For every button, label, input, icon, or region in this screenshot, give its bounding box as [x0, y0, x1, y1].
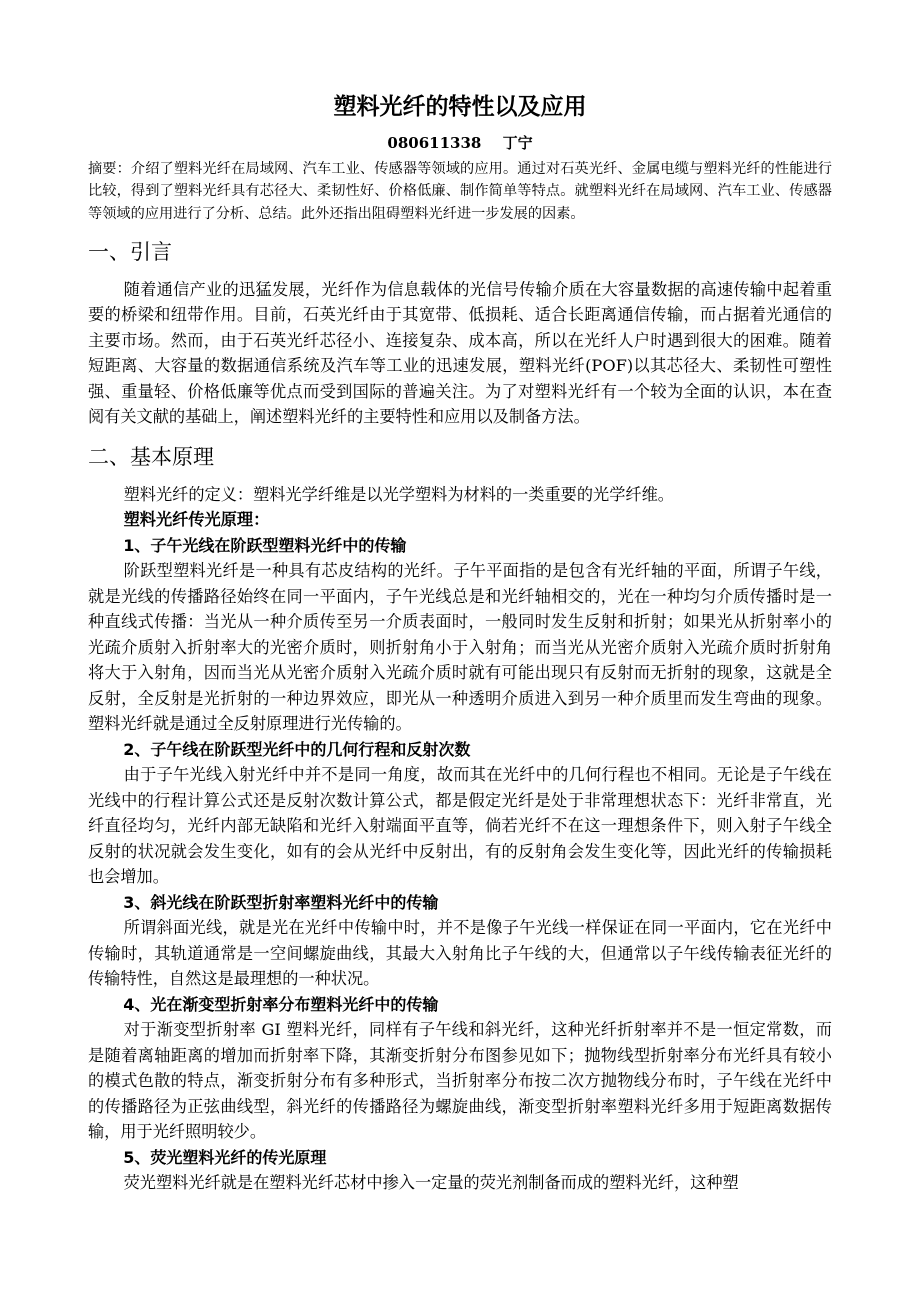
- section-heading-principles: 二、基本原理: [88, 444, 214, 469]
- subsection-heading-4: 4、光在渐变型折射率分布塑料光纤中的传输: [123, 994, 439, 1014]
- document-title: 塑料光纤的特性以及应用: [333, 94, 587, 120]
- principles-subtitle: 塑料光纤传光原理：: [123, 510, 270, 530]
- subsection-heading-5: 5、荧光塑料光纤的传光原理: [123, 1147, 327, 1167]
- subsection-text-3: 所谓斜面光线，就是光在光纤中传输中时，并不是像子午光线一样保证在同一平面内，它在光纤中传输时，其轨道通常是一空间螺旋曲线，其最大入射角比子午线的大，但通常以子午线传输表征光纤的传输特性，自然这是最理想的一种状况。: [88, 918, 832, 989]
- subsection-heading-2: 2、子午线在阶跃型光纤中的几何行程和反射次数: [123, 739, 471, 759]
- student-id: 080611338: [387, 134, 482, 152]
- subsection-text-1: 阶跃型塑料光纤是一种具有芯皮结构的光纤。子午平面指的是包含有光纤轴的平面，所谓子午线，就是光线的传播路径始终在同一平面内，子午光线总是和光纤轴相交的，光在一种均匀介质传播时是一种直线式传播：当光从一种介质传至另一介质表面时，一般同时发生反射和折射；如果光从折射率小的光疏介质射入折射率大的光密介质时，则折射角小于入射角；而当光从光密介质射入光疏介质时折射角将大于入射角，因而当光从光密介质射入光疏介质时就有可能出现只有反射而无折射的现象，这就是全反射，全反射是光折射的一种边界效应，即光从一种透明介质进入到另一种介质里而发生弯曲的现象。塑料光纤就是通过全反射原理进行光传输的。: [88, 561, 832, 734]
- definition-paragraph: 塑料光纤的定义：塑料光学纤维是以光学塑料为材料的一类重要的光学纤维。: [123, 484, 674, 504]
- subsection-heading-3: 3、斜光线在阶跃型折射率塑料光纤中的传输: [123, 892, 439, 912]
- subsection-text-2: 由于子午光线入射光纤中并不是同一角度，故而其在光纤中的几何行程也不相同。无论是子午线在光线中的行程计算公式还是反射次数计算公式，都是假定光纤是处于非常理想状态下：光纤非常直，光纤直径均匀，光纤内部无缺陷和光纤入射端面平直等，倘若光纤不在这一理想条件下，则入射子午线全反射的状况就会发生变化，如有的会从光纤中反射出，有的反射角会发生变化等，因此光纤的传输损耗也会增加。: [88, 765, 832, 887]
- author-line: [88, 132, 832, 154]
- subsection-text-5: 荧光塑料光纤就是在塑料光纤芯材中掺入一定量的荧光剂制备而成的塑料光纤，这种塑: [123, 1173, 739, 1193]
- abstract: 摘要：介绍了塑料光纤在局域网、汽车工业、传感器等领域的应用。通过对石英光纤、金属电缆与塑料光纤的性能进行比较，得到了塑料光纤具有芯径大、柔韧性好、价格低廉、制作简单等特点。就塑料光纤在局域网、汽车工业、传感器等领域的应用进行了分析、总结。此外还指出阻碍塑料光纤进一步发展的因素。: [88, 161, 832, 222]
- section-heading-intro: 一、引言: [88, 239, 172, 264]
- subsection-text-4: 对于渐变型折射率 GI 塑料光纤，同样有子午线和斜光纤，这种光纤折射率并不是一恒定常数，而是随着离轴距离的增加而折射率下降，其渐变折射分布图参见如下；抛物线型折射率分布光纤具有较小的模式色散的特点，渐变折射分布有多种形式，当折射率分布按二次方抛物线分布时，子午线在光纤中的传播路径为正弦曲线型，斜光纤的传播路径为螺旋曲线，渐变型折射率塑料光纤多用于短距离数据传输，用于光纤照明较少。: [88, 1020, 832, 1142]
- intro-paragraph: 随着通信产业的迅猛发展，光纤作为信息载体的光信号传输介质在大容量数据的高速传输中起着重要的桥梁和纽带作用。目前，石英光纤由于其宽带、低损耗、适合长距离通信传输，而占据着光通信的主要市场。然而，由于石英光纤芯径小、连接复杂、成本高，所以在光纤人户时遇到很大的困难。随着短距离、大容量的数据通信系统及汽车等工业的迅速发展，塑料光纤(POF)以其芯径大、柔韧性可塑性强、重量轻、价格低廉等优点而受到国际的普遍关注。为了对塑料光纤有一个较为全面的认识，本在查阅有关文献的基础上，阐述塑料光纤的主要特性和应用以及制备方法。: [88, 279, 832, 427]
- subsection-heading-1: 1、子午光线在阶跃型塑料光纤中的传输: [123, 535, 407, 555]
- author-name: 丁宁: [502, 134, 533, 152]
